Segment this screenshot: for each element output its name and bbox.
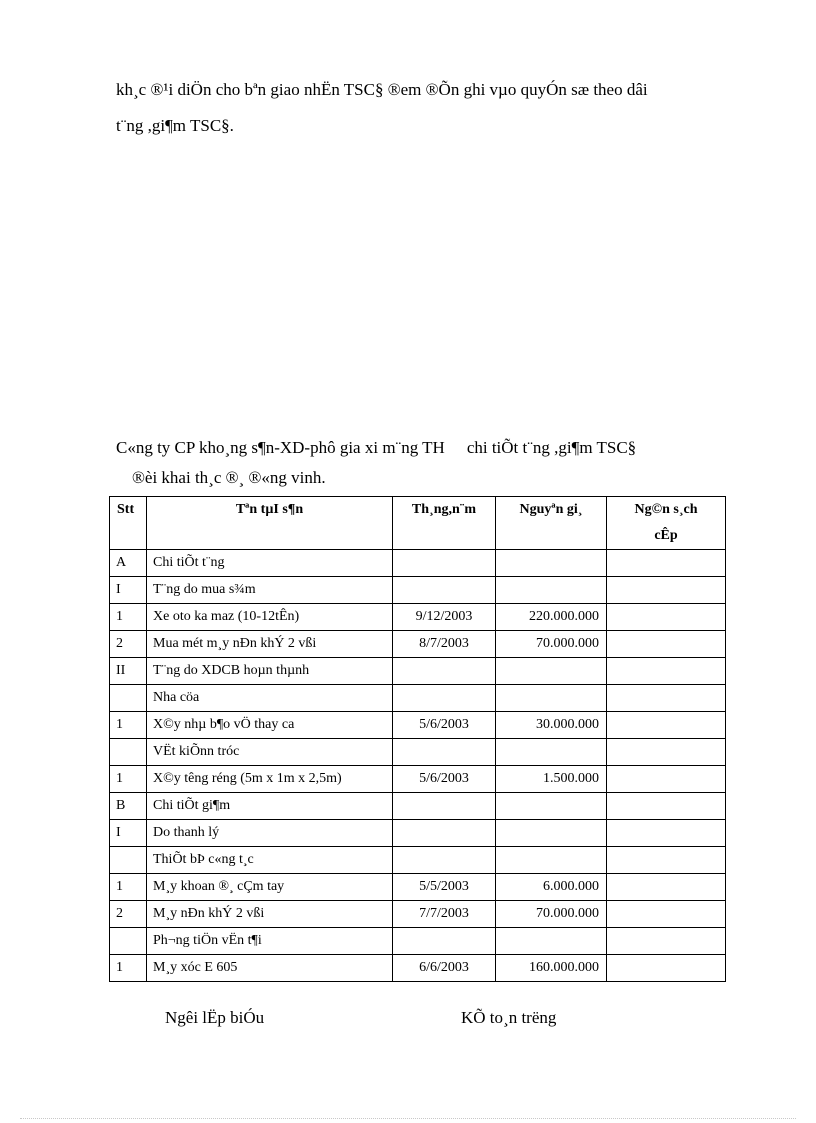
table-row bbox=[110, 577, 726, 604]
cell-stt: 1 bbox=[110, 955, 147, 982]
cell-stt: 1 bbox=[110, 874, 147, 901]
table-body bbox=[110, 550, 726, 982]
cell-cost bbox=[496, 793, 607, 820]
table-row bbox=[110, 712, 726, 739]
table-row bbox=[110, 766, 726, 793]
cell-source bbox=[607, 712, 726, 739]
cell-source bbox=[607, 739, 726, 766]
cell-cost bbox=[496, 577, 607, 604]
cell-date bbox=[393, 658, 496, 685]
cell-stt bbox=[110, 928, 147, 955]
signature-accountant: KÕ to¸n trëng bbox=[461, 1008, 557, 1027]
cell-asset-name: Mua mét m¸y nÐn khÝ 2 vßi bbox=[147, 631, 393, 658]
cell-stt: I bbox=[110, 820, 147, 847]
cell-date: 7/7/2003 bbox=[393, 901, 496, 928]
cell-date bbox=[393, 793, 496, 820]
cell-date bbox=[393, 685, 496, 712]
cell-asset-name: Nha cöa bbox=[147, 685, 393, 712]
header-source-line-1: Ng©n s¸ch bbox=[634, 502, 698, 517]
cell-source bbox=[607, 955, 726, 982]
cell-asset-name: M¸y khoan ®¸ cÇm tay bbox=[147, 874, 393, 901]
cell-stt: 1 bbox=[110, 712, 147, 739]
table-row bbox=[110, 820, 726, 847]
cell-asset-name: Ph¬ng tiÖn vËn t¶i bbox=[147, 928, 393, 955]
table-row bbox=[110, 685, 726, 712]
cell-source bbox=[607, 820, 726, 847]
signature-preparer: Ngêi lËp biÓu bbox=[165, 1008, 265, 1027]
cell-source bbox=[607, 874, 726, 901]
cell-stt bbox=[110, 847, 147, 874]
report-subtitle: ®èi khai th¸c ®¸ ®«ng vinh. bbox=[132, 468, 326, 487]
cell-date: 9/12/2003 bbox=[393, 604, 496, 631]
cell-cost bbox=[496, 847, 607, 874]
intro-line-1: kh¸c ®¹i diÖn cho bªn giao nhËn TSC§ ®em ®Õn ghi vµo quyÓn sæ theo dâi bbox=[116, 80, 648, 99]
header-cost: Nguyªn gi¸ bbox=[496, 497, 607, 550]
table-row bbox=[110, 793, 726, 820]
cell-cost: 70.000.000 bbox=[496, 901, 607, 928]
cell-stt: I bbox=[110, 577, 147, 604]
cell-date: 5/6/2003 bbox=[393, 712, 496, 739]
cell-asset-name: Chi tiÕt t¨ng bbox=[147, 550, 393, 577]
cell-source bbox=[607, 631, 726, 658]
header-asset-name: Tªn tµI s¶n bbox=[147, 497, 393, 550]
table-row bbox=[110, 955, 726, 982]
cell-cost bbox=[496, 739, 607, 766]
cell-stt bbox=[110, 685, 147, 712]
intro-line-2: t¨ng ,gi¶m TSC§. bbox=[116, 116, 234, 135]
intro-paragraph bbox=[116, 72, 736, 144]
cell-cost bbox=[496, 550, 607, 577]
cell-source bbox=[607, 766, 726, 793]
table-row bbox=[110, 658, 726, 685]
cell-stt: A bbox=[110, 550, 147, 577]
cell-asset-name: Do thanh lý bbox=[147, 820, 393, 847]
table-header-row bbox=[110, 497, 726, 550]
header-date: Th¸ng,n¨m bbox=[393, 497, 496, 550]
table-row bbox=[110, 631, 726, 658]
cell-source bbox=[607, 604, 726, 631]
cell-cost bbox=[496, 928, 607, 955]
cell-source bbox=[607, 928, 726, 955]
cell-source bbox=[607, 901, 726, 928]
cell-asset-name: VËt kiÕnn tróc bbox=[147, 739, 393, 766]
cell-source bbox=[607, 685, 726, 712]
table-row bbox=[110, 847, 726, 874]
cell-stt: B bbox=[110, 793, 147, 820]
cell-stt: 1 bbox=[110, 766, 147, 793]
cell-source bbox=[607, 577, 726, 604]
cell-cost bbox=[496, 820, 607, 847]
cell-asset-name: M¸y nÐn khÝ 2 vßi bbox=[147, 901, 393, 928]
cell-date bbox=[393, 550, 496, 577]
cell-cost: 6.000.000 bbox=[496, 874, 607, 901]
header-source bbox=[607, 497, 726, 550]
table-row bbox=[110, 550, 726, 577]
cell-stt: II bbox=[110, 658, 147, 685]
cell-stt: 2 bbox=[110, 631, 147, 658]
cell-stt bbox=[110, 739, 147, 766]
cell-asset-name: X©y têng réng (5m x 1m x 2,5m) bbox=[147, 766, 393, 793]
cell-cost: 160.000.000 bbox=[496, 955, 607, 982]
cell-stt: 2 bbox=[110, 901, 147, 928]
header-stt: Stt bbox=[110, 497, 147, 550]
report-title: chi tiÕt t¨ng ,gi¶m TSC§ bbox=[466, 438, 637, 457]
cell-cost: 70.000.000 bbox=[496, 631, 607, 658]
cell-asset-name: Xe oto ka maz (10-12tÊn) bbox=[147, 604, 393, 631]
table-row bbox=[110, 604, 726, 631]
asset-change-table bbox=[109, 496, 726, 982]
cell-date bbox=[393, 820, 496, 847]
cell-cost bbox=[496, 658, 607, 685]
cell-date: 8/7/2003 bbox=[393, 631, 496, 658]
cell-date: 5/5/2003 bbox=[393, 874, 496, 901]
cell-stt: 1 bbox=[110, 604, 147, 631]
cell-date bbox=[393, 577, 496, 604]
cell-source bbox=[607, 793, 726, 820]
cell-source bbox=[607, 550, 726, 577]
page-bottom-divider bbox=[20, 1118, 796, 1119]
header-source-line-2: cÊp bbox=[654, 528, 678, 543]
cell-asset-name: ThiÕt bÞ c«ng t¸c bbox=[147, 847, 393, 874]
cell-date bbox=[393, 928, 496, 955]
cell-cost: 30.000.000 bbox=[496, 712, 607, 739]
table-row bbox=[110, 901, 726, 928]
cell-asset-name: X©y nhµ b¶o vÖ thay ca bbox=[147, 712, 393, 739]
cell-cost: 1.500.000 bbox=[496, 766, 607, 793]
cell-cost: 220.000.000 bbox=[496, 604, 607, 631]
cell-asset-name: Chi tiÕt gi¶m bbox=[147, 793, 393, 820]
company-name: C«ng ty CP kho¸ng s¶n-XD-phô gia xi m¨ng TH bbox=[116, 438, 445, 457]
cell-date: 5/6/2003 bbox=[393, 766, 496, 793]
cell-cost bbox=[496, 685, 607, 712]
cell-date bbox=[393, 847, 496, 874]
cell-asset-name: M¸y xóc E 605 bbox=[147, 955, 393, 982]
cell-asset-name: T¨ng do mua s¾m bbox=[147, 577, 393, 604]
table-heading bbox=[116, 433, 736, 493]
cell-source bbox=[607, 658, 726, 685]
cell-asset-name: T¨ng do XDCB hoµn thµnh bbox=[147, 658, 393, 685]
cell-date: 6/6/2003 bbox=[393, 955, 496, 982]
table-row bbox=[110, 928, 726, 955]
table-row bbox=[110, 874, 726, 901]
cell-source bbox=[607, 847, 726, 874]
cell-date bbox=[393, 739, 496, 766]
table-row bbox=[110, 739, 726, 766]
